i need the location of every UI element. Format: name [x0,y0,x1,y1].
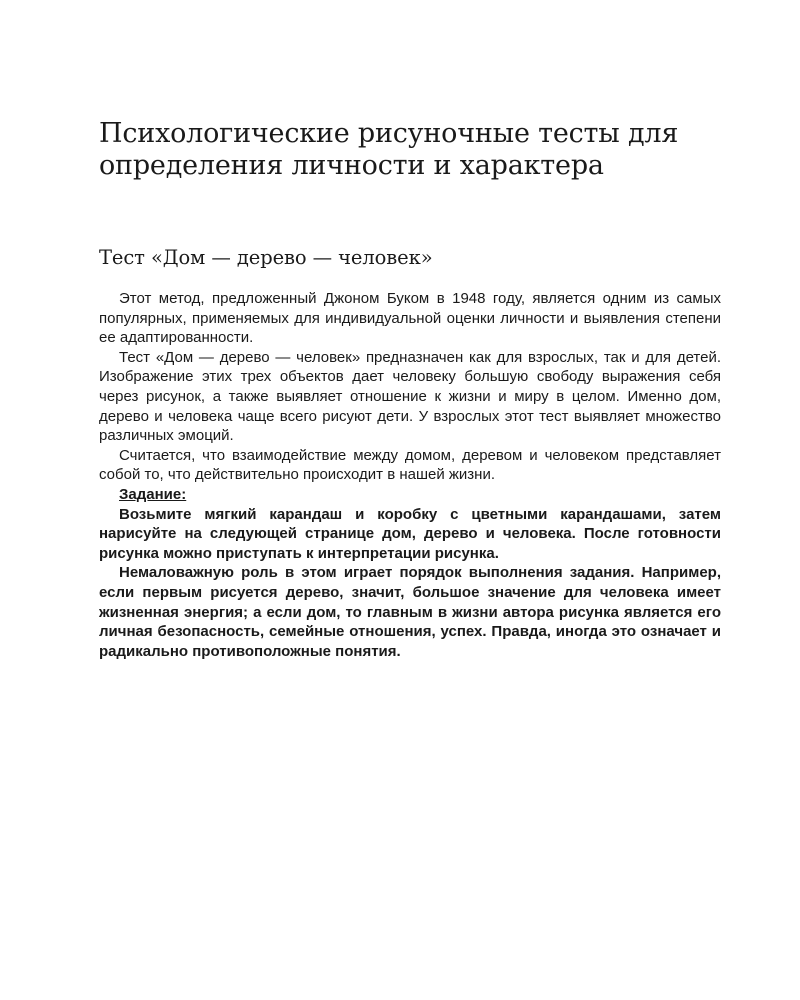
chapter-title-line-1: Психологические рисуночные тесты для [99,118,679,149]
paragraph-description: Тест «Дом — дерево — человек» предназначен как для взрослых, так и для детей. Изображение этих трех объектов дает человеку большую свободу выражения себя через рисунок, а также выявляет отношение к жизни и миру в целом. Именно дом, дерево и человека чаще всего рисуют дети. У взрослых этот тест выявляет множество различных эмоций. [99,348,721,445]
paragraph-interaction: Считается, что взаимодействие между домом, деревом и человеком представляет собой то, что действительно происходит в нашей жизни. [99,446,721,484]
task-note: Немаловажную роль в этом играет порядок выполнения задания. Например, если первым рисуется дерево, значит, большое значение для человека имеет жизненная энергия; а если дом, то главным в жизни автора рисунка является его личная безопасность, семейные отношения, успех. Правда, иногда это означает и радикально противоположные понятия. [99,564,721,660]
chapter-title [99,118,721,182]
chapter-title-line-2: определения личности и характера [99,150,604,181]
task-instruction: Возьмите мягкий карандаш и коробку с цветными карандашами, затем нарисуйте на следующей странице дом, дерево и человека. После готовности рисунка можно приступать к интерпретации рисунка. [99,505,721,562]
task-label-paragraph [99,485,721,505]
section-title: Тест «Дом — дерево — человек» [99,246,433,269]
task-label: Задание: [119,485,187,503]
body-text [99,289,721,661]
document-page [99,118,721,661]
paragraph-intro: Этот метод, предложенный Джоном Буком в 1948 году, является одним из самых популярных, применяемых для индивидуальной оценки личности и выявления степени ее адаптированности. [99,290,721,347]
